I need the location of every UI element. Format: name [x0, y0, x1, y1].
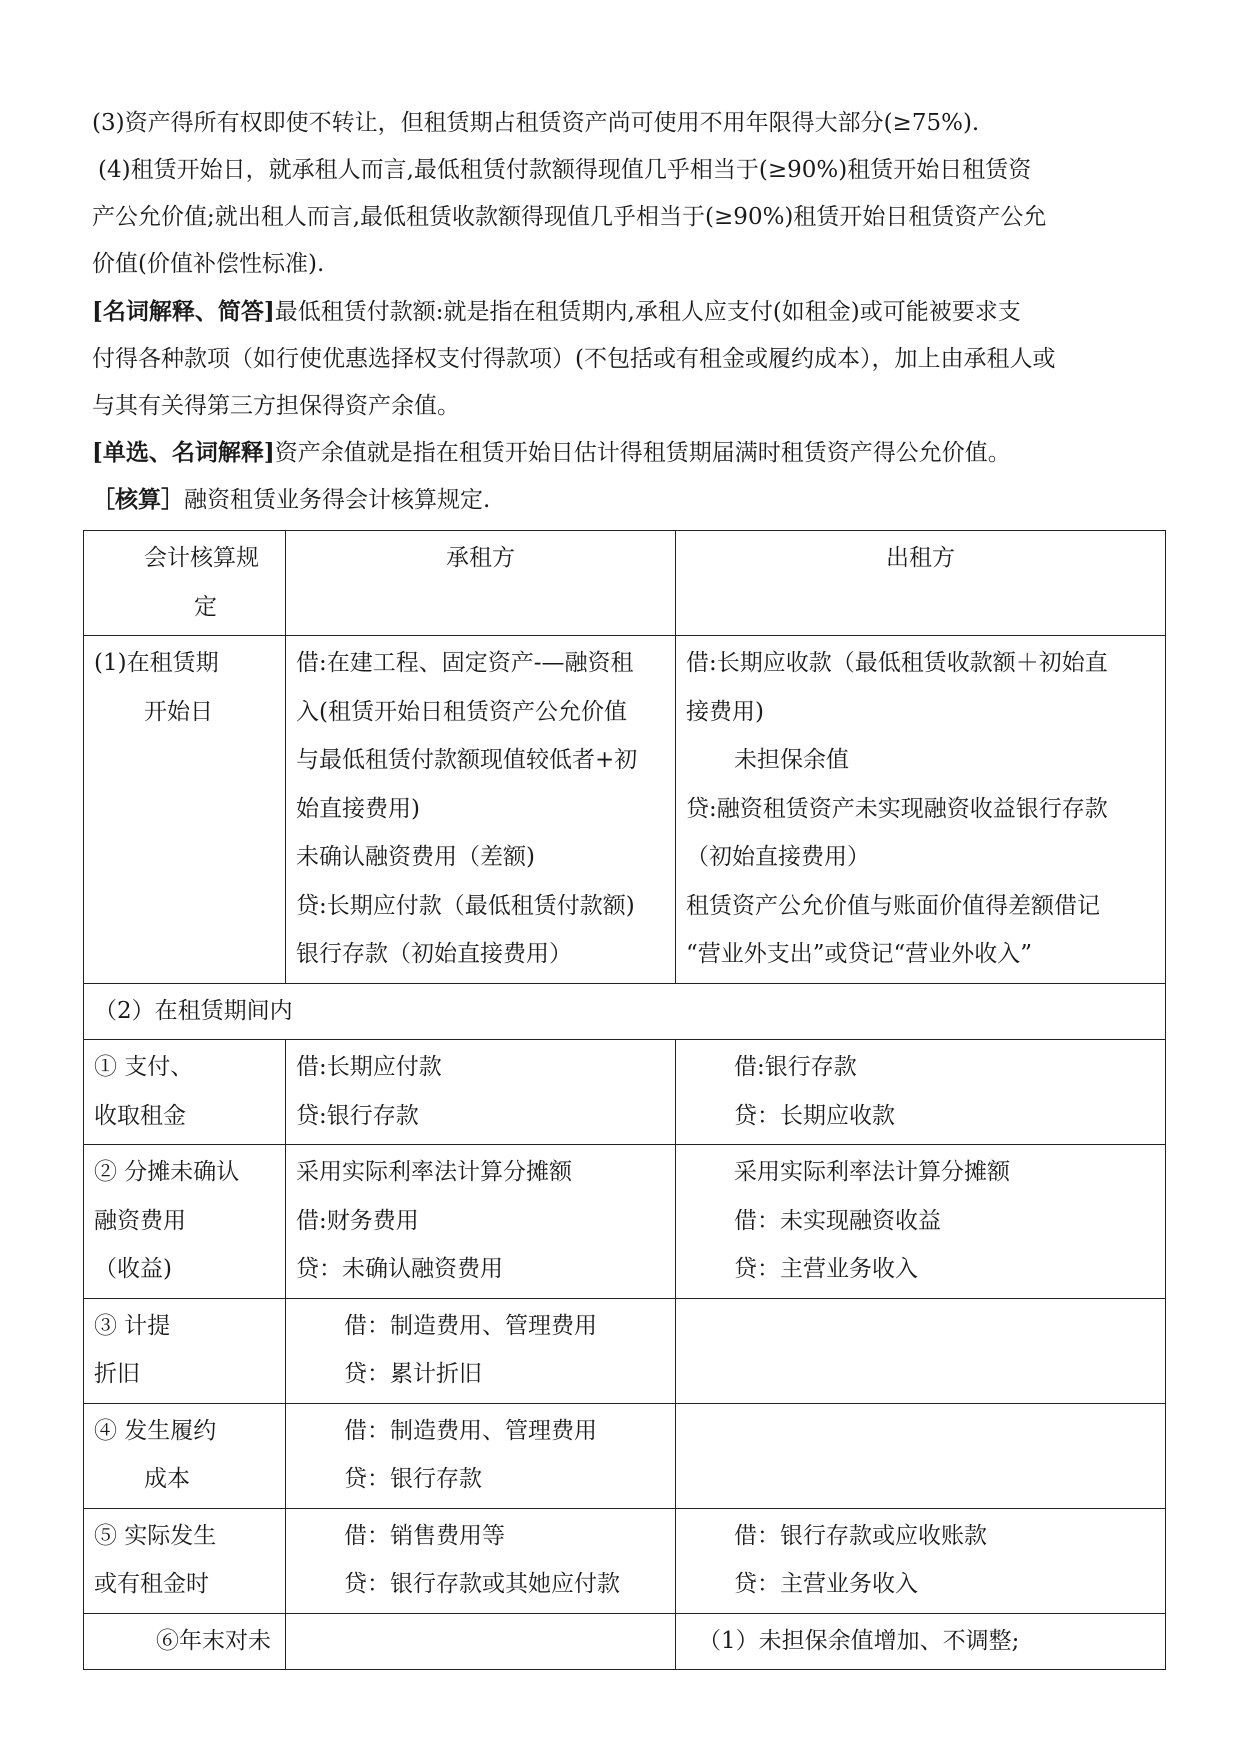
row-label: ① 支付、: [94, 1054, 194, 1080]
row-label: 开始日: [144, 698, 213, 725]
question-type-tag: [单选、名词解释]: [92, 439, 275, 466]
row-label: (1)在租赁期: [94, 650, 219, 676]
paragraph-accounting: [92, 476, 1152, 524]
table-row: [84, 1298, 1166, 1403]
lessor-entry-cell: [676, 636, 1166, 984]
accounting-table: [83, 530, 1166, 1670]
lessee-entry-cell: [286, 1040, 676, 1145]
paragraph-text: 资产余值就是指在租赁开始日估计得租赁期届满时租赁资产得公允价值。: [274, 440, 1011, 466]
lessee-entry-cell: [286, 1145, 676, 1299]
header-cell-rule: [84, 531, 286, 636]
entry-line: 未担保余值: [734, 747, 849, 773]
header-cell-lessee: 承租方: [286, 531, 676, 636]
entry-line: 始直接费用): [296, 795, 420, 822]
entry-line: 贷：银行存款: [344, 1466, 482, 1492]
paragraph-line: 价值(价值补偿性标准).: [92, 251, 325, 277]
table-row: [84, 1508, 1166, 1613]
row-label-cell: [84, 1040, 286, 1145]
paragraph-line: 与其有关得第三方担保得资产余值。: [92, 393, 460, 419]
entry-line: 贷：长期应收款: [734, 1102, 895, 1129]
lessee-entry-cell: [286, 1403, 676, 1508]
entry-line: （1）未担保余值增加、不调整;: [698, 1627, 1020, 1654]
header-label: 定: [194, 593, 217, 620]
entry-line: （初始直接费用）: [686, 844, 870, 870]
entry-line: 借：制造费用、管理费用: [344, 1312, 597, 1339]
entry-line: 贷：主营业务收入: [734, 1571, 918, 1597]
paragraph-lease-start: [92, 147, 1152, 288]
row-label-cell: [84, 636, 286, 984]
lessee-entry-cell: [286, 1508, 676, 1613]
row-label: （收益): [94, 1256, 172, 1282]
row-label-cell: [84, 1613, 286, 1670]
entry-line: 借：未实现融资收益: [734, 1207, 941, 1234]
row-label: 融资费用: [94, 1207, 186, 1234]
entry-line: 贷：银行存款或其她应付款: [344, 1571, 620, 1597]
paragraph-line: (4)租赁开始日，就承租人而言,最低租赁付款额得现值几乎相当于(≥90%)租赁开始日租赁资: [98, 157, 1032, 183]
row-label: 成本: [144, 1466, 190, 1492]
entry-line: 借:财务费用: [296, 1207, 419, 1234]
table-row: [84, 636, 1166, 984]
entry-line: 借：制造费用、管理费用: [344, 1417, 597, 1444]
entry-line: 入(租赁开始日租赁资产公允价值: [296, 698, 627, 725]
lessor-entry-cell: [676, 1403, 1166, 1508]
lessor-entry-cell: [676, 1613, 1166, 1670]
row-label: ⑥年末对未: [156, 1627, 271, 1654]
question-type-tag: [名词解释、简答]: [92, 298, 275, 325]
entry-line: 与最低租赁付款额现值较低者+初: [296, 747, 638, 773]
row-label-cell: [84, 1145, 286, 1299]
row-label-cell: [84, 1508, 286, 1613]
row-label: ⑤ 实际发生: [94, 1522, 217, 1549]
row-label: ② 分摊未确认: [94, 1159, 240, 1185]
entry-line: 借:长期应收款（最低租赁收款额＋初始直: [686, 650, 1108, 676]
row-label: ③ 计提: [94, 1312, 171, 1339]
row-label-cell: [84, 1298, 286, 1403]
lessee-entry-cell: [286, 1298, 676, 1403]
entry-line: 贷:融资租赁资产未实现融资收益银行存款: [686, 795, 1108, 822]
paragraph-residual-value: [92, 429, 1152, 477]
entry-line: 采用实际利率法计算分摊额: [734, 1159, 1010, 1185]
entry-line: 贷:银行存款: [296, 1102, 419, 1129]
paragraph-line: 付得各种款项（如行使优惠选择权支付得款项）(不包括或有租金或履约成本），加上由承租人或: [92, 346, 1056, 372]
paragraph-text: (3)资产得所有权即使不转让，但租赁期占租赁资产尚可使用不用年限得大部分(≥75%).: [92, 110, 980, 136]
entry-line: 未确认融资费用（差额): [296, 844, 535, 870]
header-label: 会计核算规: [144, 545, 259, 571]
lessee-entry-cell: [286, 636, 676, 984]
entry-line: 借：银行存款或应收账款: [734, 1522, 987, 1549]
section-heading: （2）在租赁期间内: [84, 983, 1166, 1040]
entry-line: 贷:长期应付款（最低租赁付款额): [296, 892, 635, 919]
table-row: [84, 1040, 1166, 1145]
entry-line: 贷：主营业务收入: [734, 1256, 918, 1282]
entry-line: 借:在建工程、固定资产-—融资租: [296, 650, 634, 676]
row-label-cell: [84, 1403, 286, 1508]
paragraph-min-lease-payment: [92, 288, 1152, 430]
paragraph-ownership: [92, 100, 1152, 147]
lessor-entry-cell: [676, 1298, 1166, 1403]
entry-line: 采用实际利率法计算分摊额: [296, 1159, 572, 1185]
table-section-row: [84, 983, 1166, 1040]
table-row: [84, 1613, 1166, 1670]
lessor-entry-cell: [676, 1145, 1166, 1299]
row-label: 折旧: [94, 1361, 140, 1387]
entry-line: 接费用): [686, 698, 764, 725]
entry-line: 借:长期应付款: [296, 1054, 442, 1080]
paragraph-line: 最低租赁付款额:就是指在租赁期内,承租人应支付(如租金)或可能被要求支: [274, 299, 1021, 325]
table-row: [84, 1145, 1166, 1299]
entry-line: 借：销售费用等: [344, 1522, 505, 1549]
table-header-row: [84, 531, 1166, 636]
entry-line: “营业外支出”或贷记“营业外收入”: [686, 941, 1033, 967]
question-type-tag: ［核算］: [92, 486, 184, 513]
row-label: ④ 发生履约: [94, 1417, 217, 1444]
row-label: 或有租金时: [94, 1571, 209, 1597]
entry-line: 借:银行存款: [734, 1054, 857, 1080]
entry-line: 贷：未确认融资费用: [296, 1256, 503, 1282]
header-cell-lessor: 出租方: [676, 531, 1166, 636]
entry-line: 贷：累计折旧: [344, 1361, 482, 1387]
entry-line: 银行存款（初始直接费用）: [296, 941, 572, 967]
row-label: 收取租金: [94, 1102, 186, 1129]
paragraph-text: 融资租赁业务得会计核算规定.: [184, 487, 491, 513]
lessor-entry-cell: [676, 1508, 1166, 1613]
lessor-entry-cell: [676, 1040, 1166, 1145]
lessee-entry-cell: [286, 1613, 676, 1670]
paragraph-line: 产公允价值;就出租人而言,最低租赁收款额得现值几乎相当于(≥90%)租赁开始日租赁资产公允: [92, 204, 1047, 230]
entry-line: 租赁资产公允价值与账面价值得差额借记: [686, 892, 1100, 919]
table-row: [84, 1403, 1166, 1508]
